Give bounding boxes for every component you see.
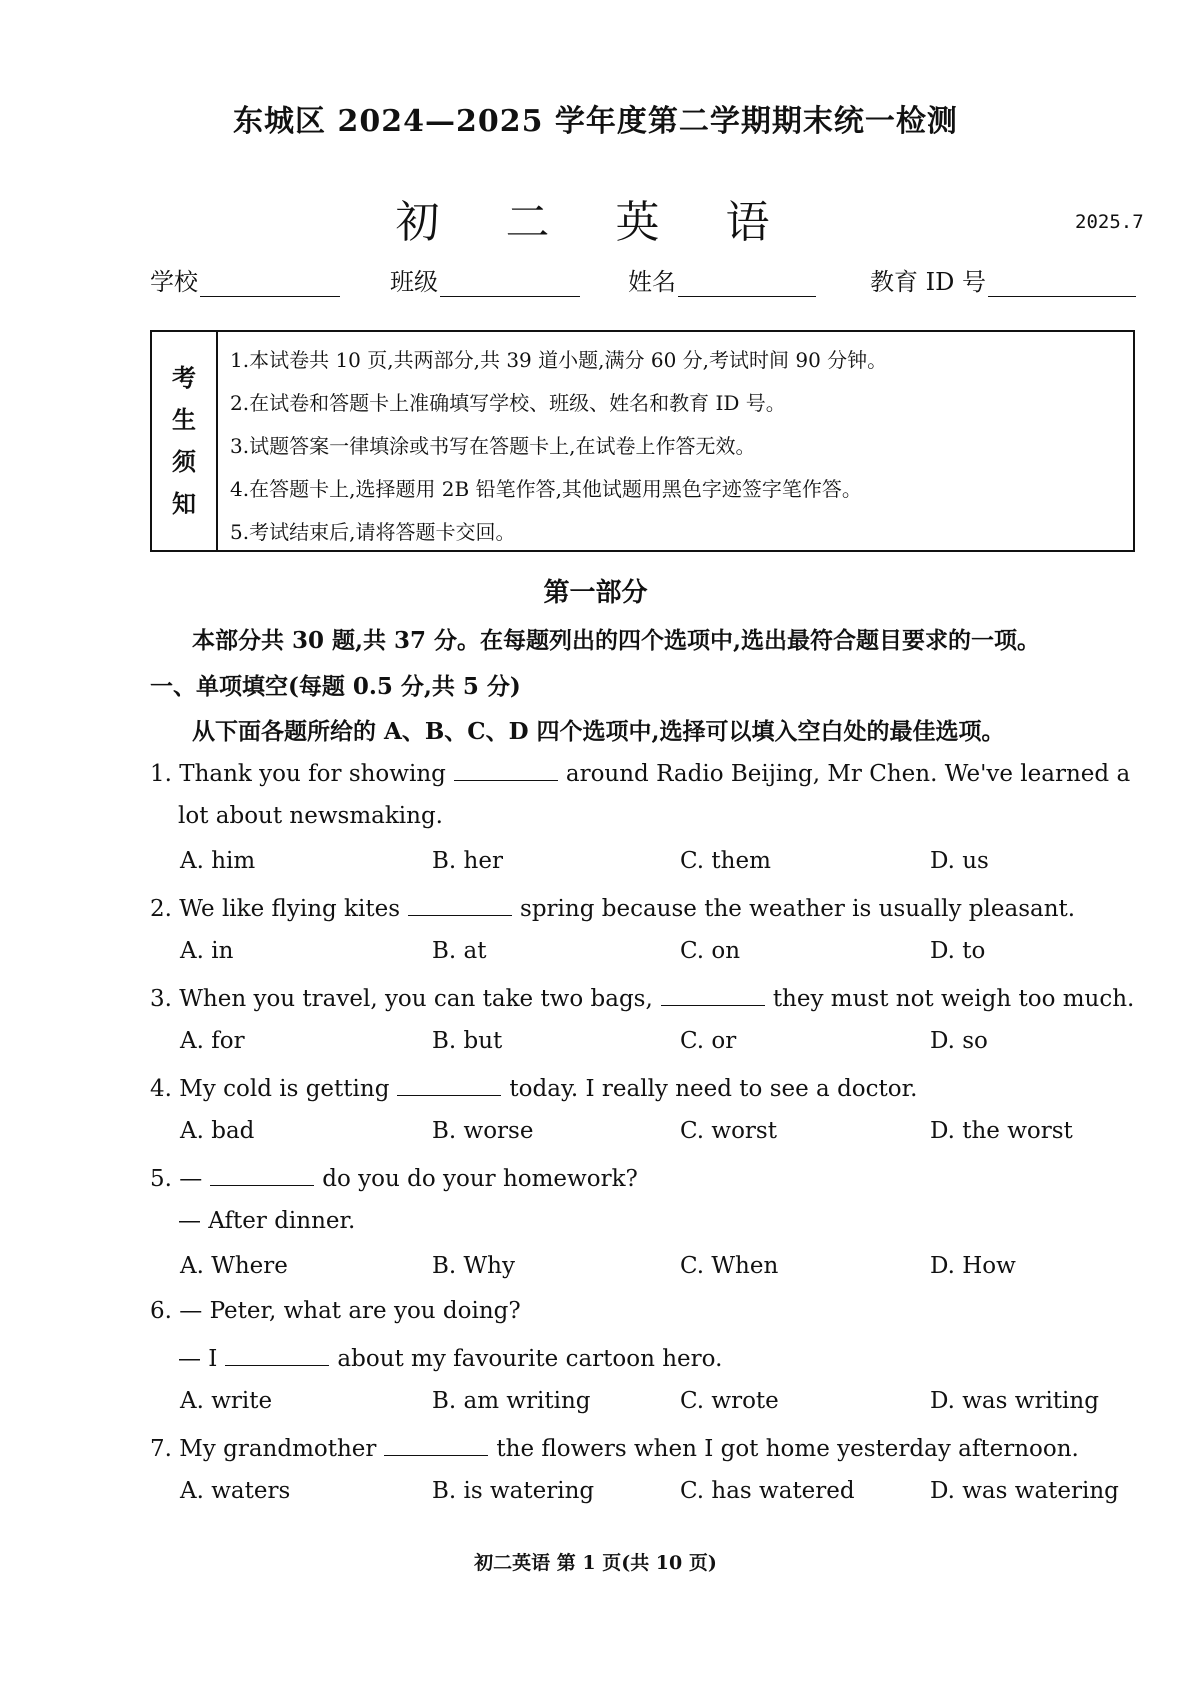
edu-id-blank[interactable] xyxy=(988,268,1136,297)
question-2: 2. We like flying kites spring because the weather is usually pleasant. xyxy=(150,893,1075,922)
option-c[interactable]: C. or xyxy=(680,1028,737,1054)
school-blank[interactable] xyxy=(200,268,340,297)
option-a[interactable]: A. Where xyxy=(180,1253,288,1279)
question-1-continuation: lot about newsmaking. xyxy=(178,803,443,829)
answer-blank xyxy=(384,1433,488,1456)
answer-blank xyxy=(225,1343,329,1366)
option-a[interactable]: A. for xyxy=(180,1028,245,1054)
class-label: 班级 xyxy=(390,268,438,296)
page-footer: 初二英语 第 1 页(共 10 页) xyxy=(474,1552,717,1574)
student-info-row xyxy=(150,262,1140,302)
exam-notice-box xyxy=(150,330,1135,552)
answer-blank xyxy=(454,758,558,781)
section-instruction: 从下面各题所给的 A、B、C、D 四个选项中,选择可以填入空白处的最佳选项。 xyxy=(192,718,1005,745)
school-field[interactable] xyxy=(150,262,340,297)
name-field[interactable] xyxy=(628,262,816,297)
class-blank[interactable] xyxy=(440,268,580,297)
part-description: 本部分共 30 题,共 37 分。在每题列出的四个选项中,选出最符合题目要求的一项。 xyxy=(192,627,1041,654)
option-b[interactable]: B. am writing xyxy=(432,1388,591,1414)
question-4: 4. My cold is getting today. I really need to see a doctor. xyxy=(150,1073,917,1102)
option-a[interactable]: A. him xyxy=(180,848,256,874)
section-title: 一、单项填空(每题 0.5 分,共 5 分) xyxy=(150,673,521,700)
option-d[interactable]: D. the worst xyxy=(930,1118,1073,1144)
option-c[interactable]: C. has watered xyxy=(680,1478,855,1504)
answer-blank xyxy=(397,1073,501,1096)
question-5: 5. — do you do your homework? xyxy=(150,1163,638,1192)
question-7: 7. My grandmother the flowers when I got home yesterday afternoon. xyxy=(150,1433,1079,1462)
notice-item: 4.在答题卡上,选择题用 2B 铅笔作答,其他试题用黑色字迹签字笔作答。 xyxy=(230,477,862,501)
part-title: 第一部分 xyxy=(543,578,648,608)
option-c[interactable]: C. them xyxy=(680,848,771,874)
option-b[interactable]: B. Why xyxy=(432,1253,515,1279)
option-b[interactable]: B. her xyxy=(432,848,503,874)
question-6: 6. — Peter, what are you doing? xyxy=(150,1298,521,1324)
option-a[interactable]: A. bad xyxy=(180,1118,255,1144)
notice-list xyxy=(218,332,1133,550)
question-3: 3. When you travel, you can take two bags, they must not weigh too much. xyxy=(150,983,1134,1012)
option-c[interactable]: C. worst xyxy=(680,1118,777,1144)
option-d[interactable]: D. to xyxy=(930,938,986,964)
edu-id-field[interactable] xyxy=(870,262,1136,297)
notice-item: 5.考试结束后,请将答题卡交回。 xyxy=(230,520,516,544)
edu-id-label: 教育 ID 号 xyxy=(870,268,986,296)
exam-date: 2025.7 xyxy=(1075,211,1144,233)
question-5-reply: — After dinner. xyxy=(178,1208,356,1234)
name-label: 姓名 xyxy=(628,268,676,296)
option-b[interactable]: B. but xyxy=(432,1028,503,1054)
option-b[interactable]: B. worse xyxy=(432,1118,534,1144)
notice-item: 3.试题答案一律填涂或书写在答题卡上,在试卷上作答无效。 xyxy=(230,434,756,458)
notice-item: 1.本试卷共 10 页,共两部分,共 39 道小题,满分 60 分,考试时间 90 分钟。 xyxy=(230,348,888,372)
option-a[interactable]: A. in xyxy=(180,938,234,964)
answer-blank xyxy=(210,1163,314,1186)
option-c[interactable]: C. wrote xyxy=(680,1388,779,1414)
class-field[interactable] xyxy=(390,262,580,297)
question-6-reply: — I about my favourite cartoon hero. xyxy=(178,1343,722,1372)
name-blank[interactable] xyxy=(678,268,816,297)
school-label: 学校 xyxy=(150,268,198,296)
exam-title: 东城区 2024—2025 学年度第二学期期末统一检测 xyxy=(233,104,958,139)
option-b[interactable]: B. is watering xyxy=(432,1478,595,1504)
answer-blank xyxy=(661,983,765,1006)
option-d[interactable]: D. How xyxy=(930,1253,1016,1279)
answer-blank xyxy=(408,893,512,916)
notice-label: 考 生 须 知 xyxy=(152,332,218,550)
option-d[interactable]: D. us xyxy=(930,848,989,874)
option-c[interactable]: C. When xyxy=(680,1253,779,1279)
option-d[interactable]: D. was watering xyxy=(930,1478,1119,1504)
option-d[interactable]: D. so xyxy=(930,1028,988,1054)
option-a[interactable]: A. waters xyxy=(180,1478,291,1504)
option-a[interactable]: A. write xyxy=(180,1388,273,1414)
option-c[interactable]: C. on xyxy=(680,938,741,964)
notice-item: 2.在试卷和答题卡上准确填写学校、班级、姓名和教育 ID 号。 xyxy=(230,391,786,415)
question-1: 1. Thank you for showing around Radio Beijing, Mr Chen. We've learned a xyxy=(150,758,1130,787)
option-b[interactable]: B. at xyxy=(432,938,487,964)
subject-title: 初 二 英 语 xyxy=(395,197,796,248)
option-d[interactable]: D. was writing xyxy=(930,1388,1099,1414)
